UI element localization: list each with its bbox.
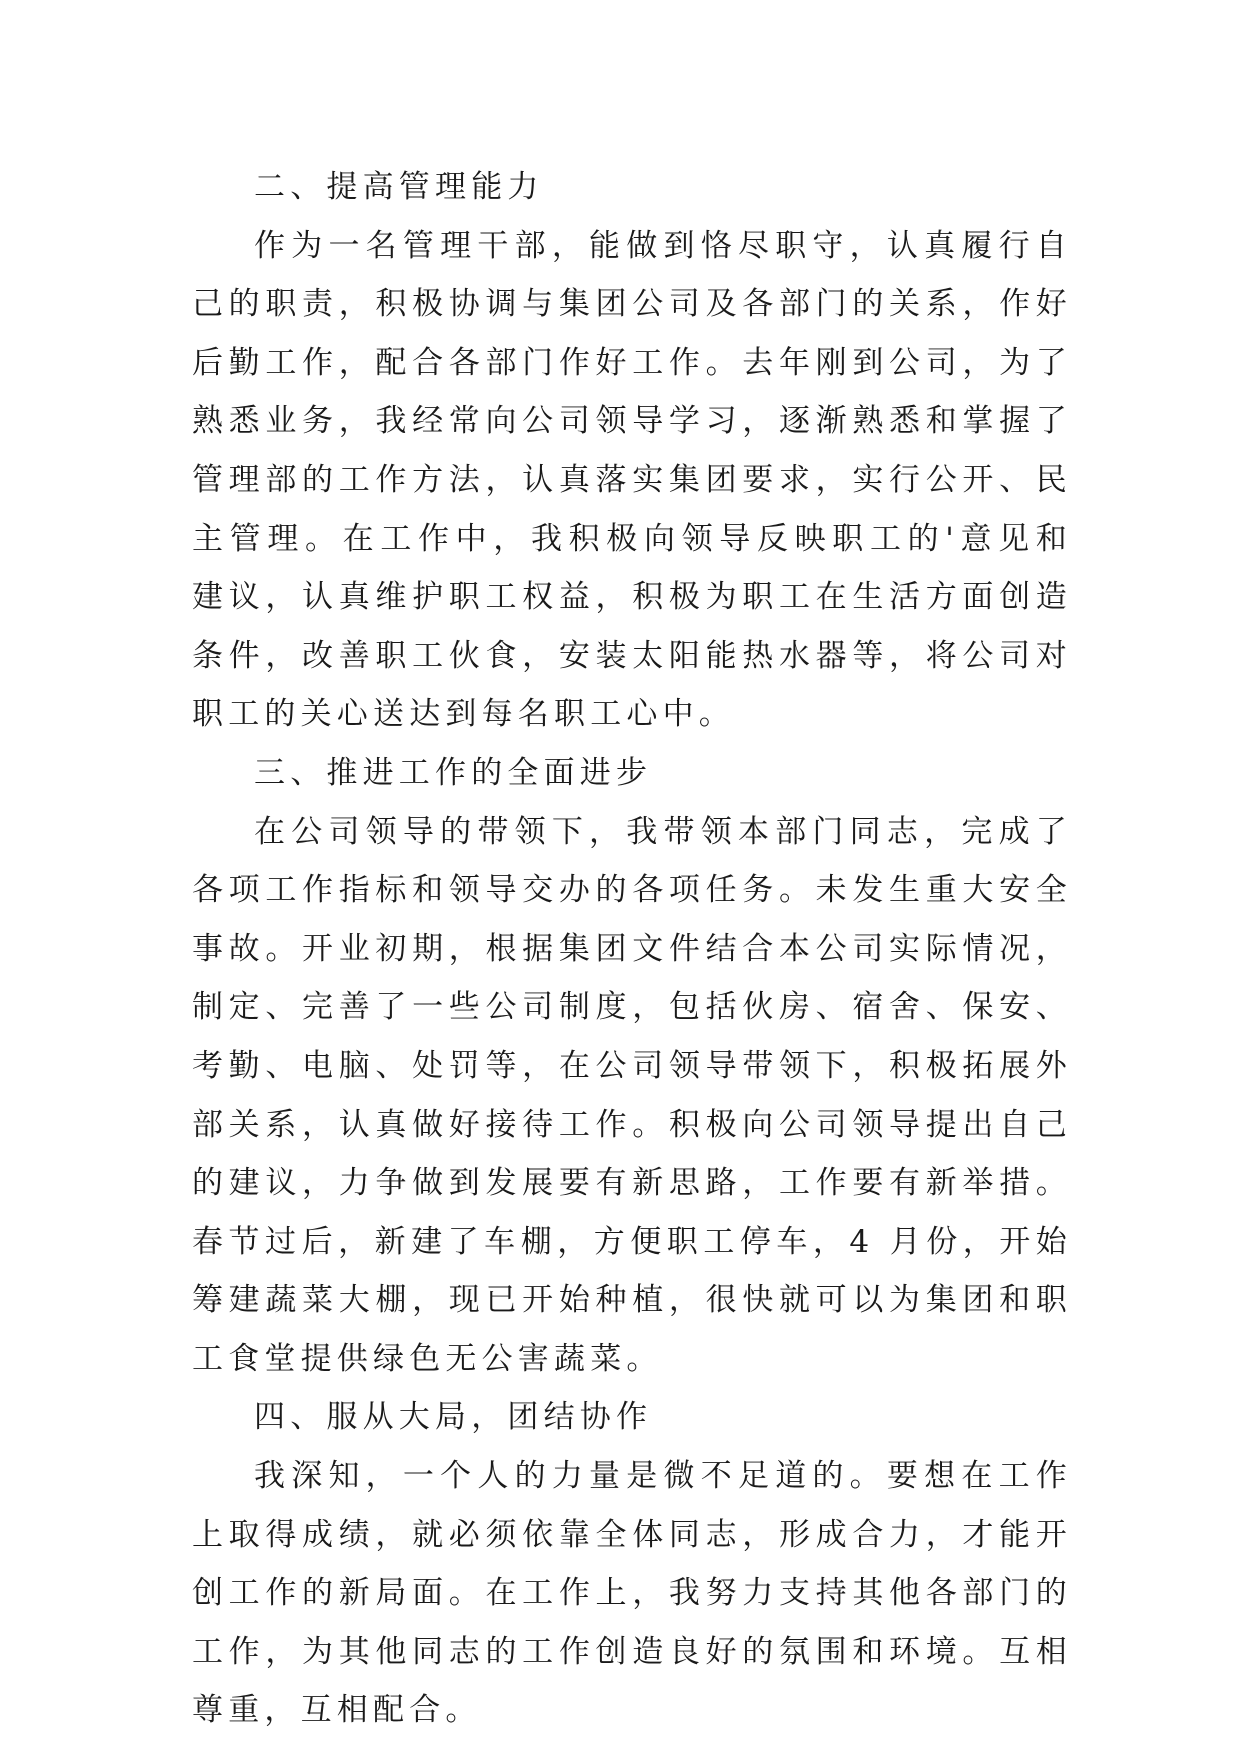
section-heading-management: 二、提高管理能力 <box>254 169 544 205</box>
section-paragraph-teamwork: 我深知，一个人的力量是微不足道的。要想在工作上取得成绩，就必须依靠全体同志，形成合力，才能开创工作的新局面。在工作上，我努力支持其他各部门的工作，为其他同志的工作创造良好的氛围和环境。互相尊重，互相配合。 <box>192 1458 1072 1729</box>
section-paragraph-management: 作为一名管理干部，能做到恪尽职守，认真履行自己的职责，积极协调与集团公司及各部门的关系，作好后勤工作，配合各部门作好工作。去年刚到公司，为了熟悉业务，我经常向公司领导学习，逐渐熟悉和掌握了管理部的工作方法，认真落实集团要求，实行公开、民主管理。在工作中，我积极向领导反映职工的'意见和建议，认真维护职工权益，积极为职工在生活方面创造条件，改善职工伙食，安装太阳能热水器等，将公司对职工的关心送达到每名职工心中。 <box>192 227 1072 733</box>
section-paragraph-progress: 在公司领导的带领下，我带领本部门同志，完成了各项工作指标和领导交办的各项任务。未发生重大安全事故。开业初期，根据集团文件结合本公司实际情况，制定、完善了一些公司制度，包括伙房、宿舍、保安、考勤、电脑、处罚等，在公司领导带领下，积极拓展外部关系，认真做好接待工作。积极向公司领导提出自己的建议，力争做到发展要有新思路，工作要有新举措。春节过后，新建了车棚，方便职工停车，4 月份，开始筹建蔬菜大棚，现已开始种植，很快就可以为集团和职工食堂提供绿色无公害蔬菜。 <box>192 813 1072 1377</box>
section-heading-teamwork: 四、服从大局，团结协作 <box>254 1399 653 1436</box>
document-body <box>192 158 1072 1740</box>
section-heading-progress: 三、推进工作的全面进步 <box>254 754 653 791</box>
